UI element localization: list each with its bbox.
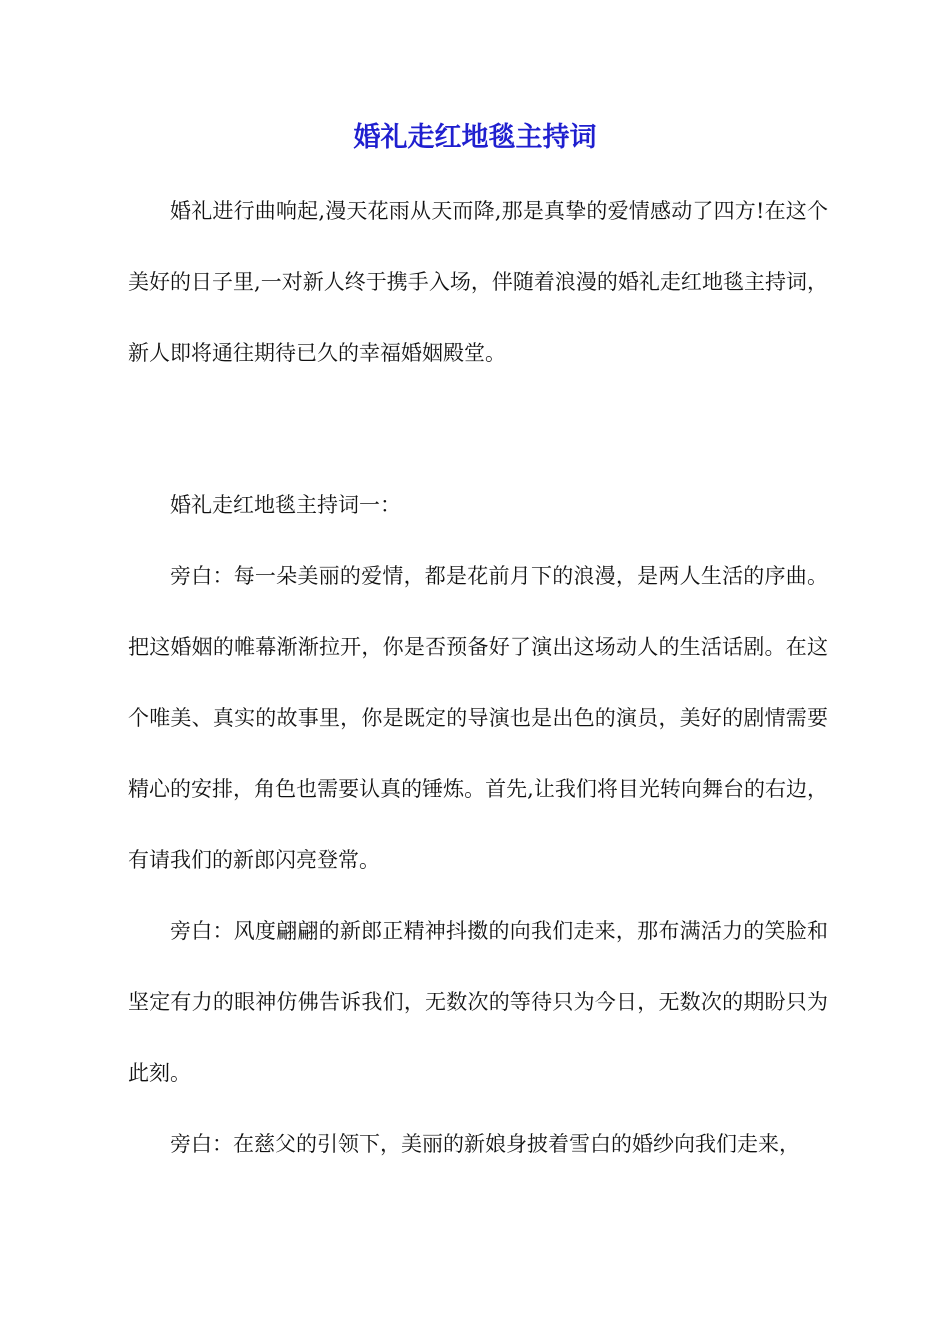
section-heading: 婚礼走红地毯主持词一：	[170, 493, 401, 517]
intro-block	[128, 176, 828, 389]
body-paragraph-1: 旁白：每一朵美丽的爱情，都是花前月下的浪漫，是两人生活的序曲。把这婚姻的帷幕渐渐拉开，你是否预备好了演出这场动人的生活话剧。在这个唯美、真实的故事里，你是既定的导演也是出色的演员，美好的剧情需要精心的安排，角色也需要认真的锤炼。首先,让我们将目光转向舞台的右边，有请我们的新郎闪亮登常。	[128, 564, 828, 872]
document-title: 婚礼走红地毯主持词	[353, 122, 597, 153]
intro-paragraph: 婚礼进行曲响起,漫天花雨从天而降,那是真挚的爱情感动了四方!在这个美好的日子里,一对新人终于携手入场，伴随着浪漫的婚礼走红地毯主持词，新人即将通往期待已久的幸福婚姻殿堂。	[128, 199, 828, 365]
body-paragraph-2: 旁白：风度翩翩的新郎正精神抖擞的向我们走来，那布满活力的笑脸和坚定有力的眼神仿佛告诉我们，无数次的等待只为今日，无数次的期盼只为此刻。	[128, 919, 828, 1085]
body-paragraph-3: 旁白：在慈父的引领下，美丽的新娘身披着雪白的婚纱向我们走来，	[170, 1132, 800, 1156]
section-block	[128, 470, 828, 1180]
